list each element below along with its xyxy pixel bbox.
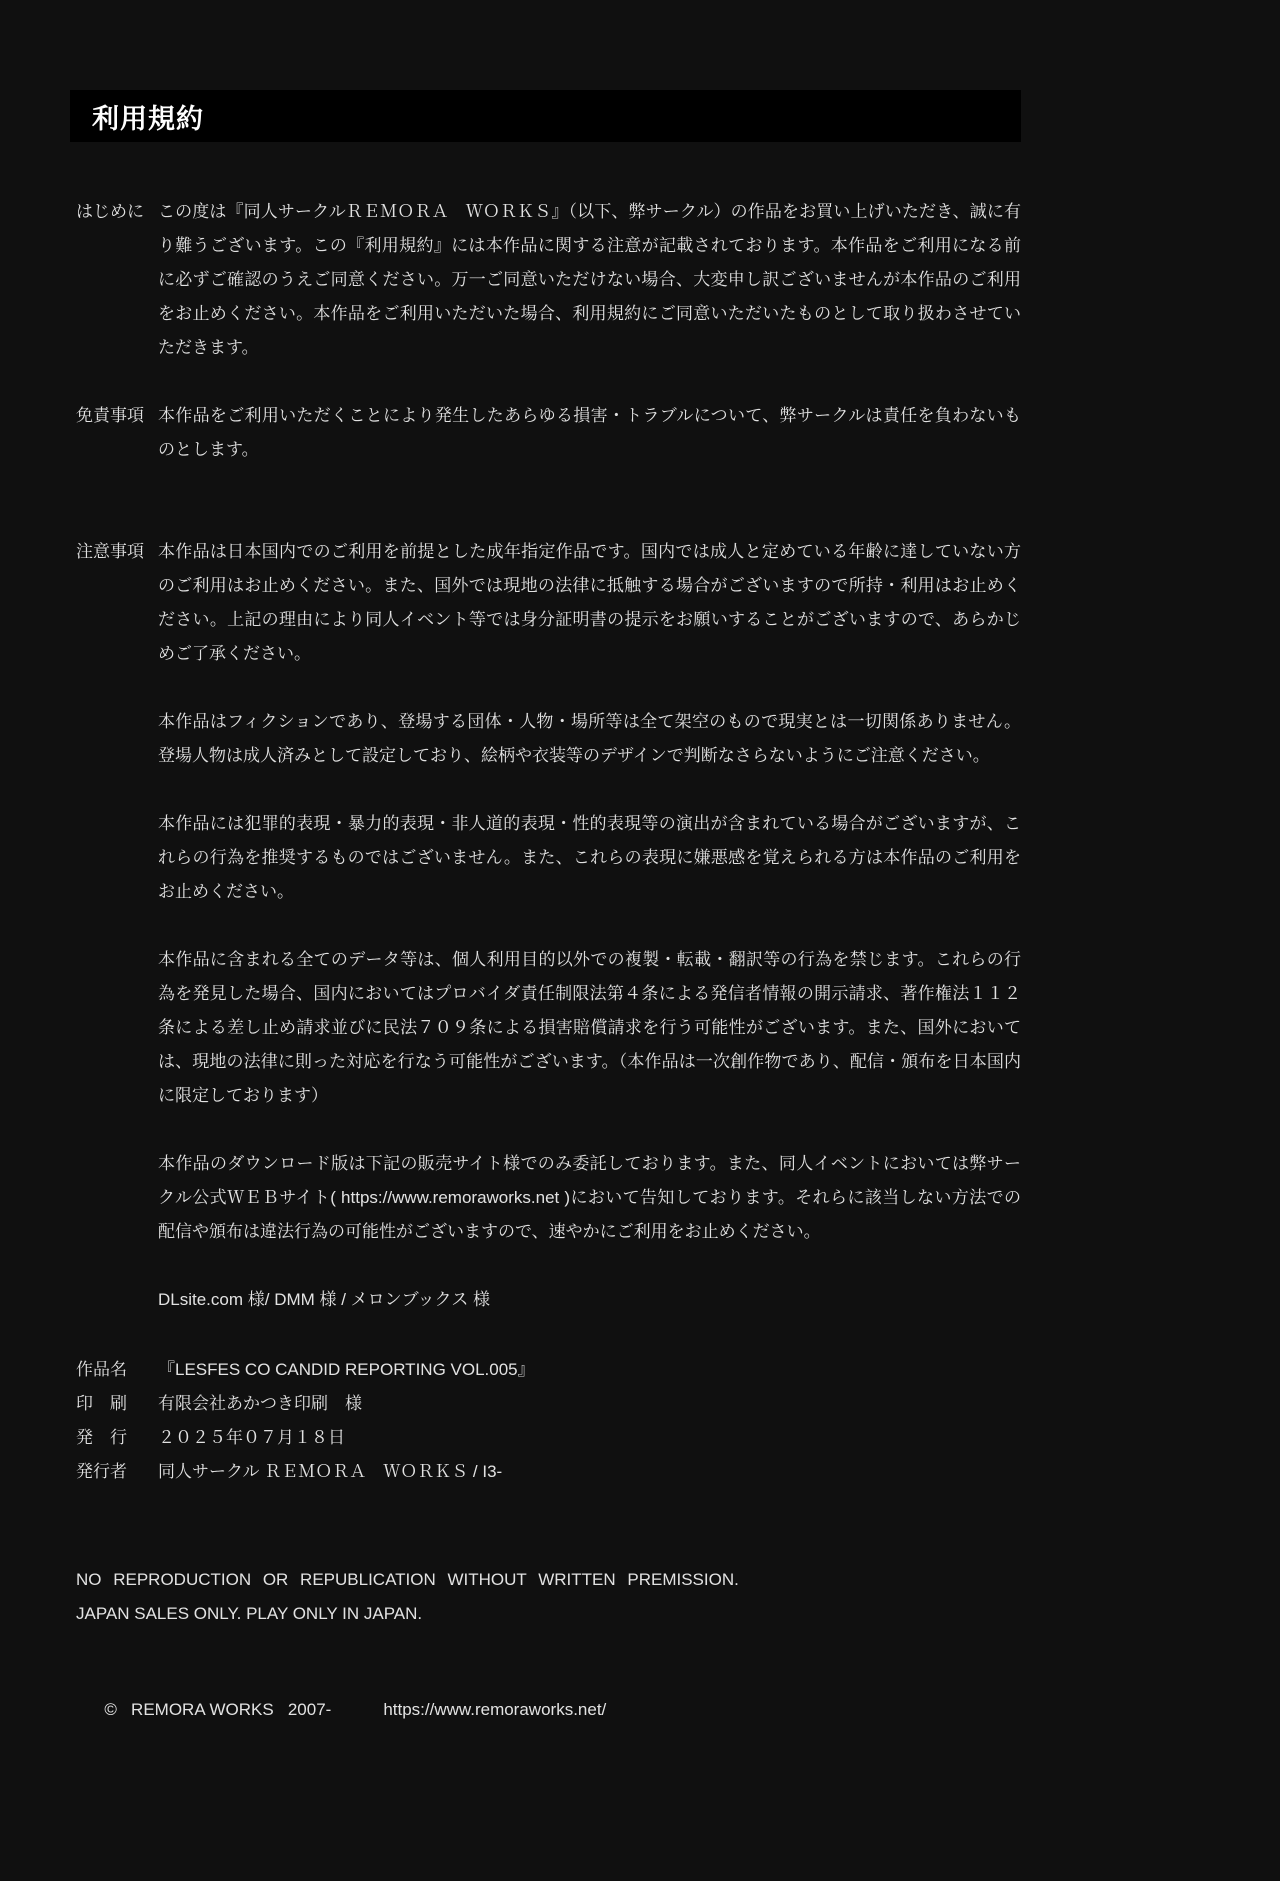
section-notes-label: 注意事項	[76, 542, 144, 561]
colophon-label-publish-date: 発 行	[76, 1428, 127, 1447]
disclaimer-paragraph: 本作品をご利用いただくことにより発生したあらゆる損害・トラブルについて、弊サークルは責任を負わないものとします。	[158, 406, 1021, 459]
section-intro-body	[158, 195, 1021, 365]
intro-paragraph: この度は『同人サークルＲＥＭＯＲＡ ＷＯＲＫＳ』（以下、弊サークル）の作品をお買い上げいただき、誠に有り難うございます。この『利用規約』には本作品に関する注意が記載されております。本作品をご利用になる前に必ずご確認のうえご同意ください。万一ご同意いただけない場合、大変申し訳ございませんが本作品のご利用をお止めください。本作品をご利用いただいた場合、利用規約にご同意いただいたものとして取り扱わさせていただきます。	[158, 202, 1021, 357]
terms-page	[0, 90, 1280, 1881]
section-notes	[76, 535, 1021, 1317]
colophon-row-publish-date	[76, 1421, 1021, 1455]
section-intro-label: はじめに	[76, 202, 144, 221]
colophon-row-publisher	[76, 1455, 1021, 1489]
colophon-label-title: 作品名	[76, 1360, 127, 1379]
title-bar	[70, 90, 1021, 142]
notes-paragraph-download-distribution: 本作品のダウンロード版は下記の販売サイト様でのみ委託しております。また、同人イベントにおいては弊サークル公式ＷＥＢサイト( https://www.remoraworks.net )において告知しております。それらに該当しない方法での配信や頒布は違法行為の可能性がございますので、速やかにご利用をお止めください。	[158, 1154, 1021, 1241]
section-notes-body	[158, 535, 1021, 1317]
notes-paragraph-age-rating: 本作品は日本国内でのご利用を前提とした成年指定作品です。国内では成人と定めている年齢に達していない方のご利用はお止めください。また、国外では現地の法律に抵触する場合がございますので所持・利用はお止めください。上記の理由により同人イベント等では身分証明書の提示をお願いすることがございますので、あらかじめご了承ください。	[158, 542, 1021, 663]
copyright-text: © REMORA WORKS 2007-	[104, 1700, 332, 1719]
notes-paragraph-fiction: 本作品はフィクションであり、登場する団体・人物・場所等は全て架空のもので現実とは一切関係ありません。登場人物は成人済みとして設定しており、絵柄や衣装等のデザインで判断なさらないようにご注意ください。	[158, 712, 1021, 765]
colophon-row-title	[76, 1353, 1021, 1387]
document-page	[70, 90, 1021, 1761]
copyright-line	[76, 1659, 1021, 1761]
colophon-value-printer: 有限会社あかつき印刷 様	[158, 1394, 362, 1413]
footer-notice	[76, 1563, 1021, 1631]
colophon-value-publish-date: ２０２５年０７月１８日	[158, 1428, 345, 1447]
colophon-label-printer: 印 刷	[76, 1394, 127, 1413]
section-intro	[76, 195, 1021, 365]
colophon-value-title: 『LESFES CO CANDID REPORTING VOL.005』	[158, 1360, 535, 1379]
notice-no-reproduction: NO REPRODUCTION OR REPUBLICATION WITHOUT WRITTEN PREMISSION.	[76, 1570, 739, 1589]
section-disclaimer-body	[158, 399, 1021, 467]
notes-paragraph-store-list: DLsite.com 様/ DMM 様 / メロンブックス 様	[158, 1290, 491, 1309]
colophon-row-printer	[76, 1387, 1021, 1421]
notice-japan-only: JAPAN SALES ONLY. PLAY ONLY IN JAPAN.	[76, 1604, 423, 1623]
colophon	[76, 1353, 1021, 1489]
notes-paragraph-copyright-law: 本作品に含まれる全てのデータ等は、個人利用目的以外での複製・転載・翻訳等の行為を禁じます。これらの行為を発見した場合、国内においてはプロバイダ責任制限法第４条による発信者情報の開示請求、著作権法１１２条による差し止め請求並びに民法７０９条による損害賠償請求を行う可能性がございます。また、国外においては、現地の法律に則った対応を行なう可能性がございます。（本作品は一次創作物であり、配信・頒布を日本国内に限定しております）	[158, 950, 1021, 1105]
colophon-label-publisher: 発行者	[76, 1462, 127, 1481]
circle-website-url: https://www.remoraworks.net/	[383, 1700, 607, 1719]
colophon-value-publisher: 同人サークル ＲＥＭＯＲＡ ＷＯＲＫＳ / I3-	[158, 1462, 503, 1481]
terms-body	[76, 195, 1021, 1761]
section-disclaimer-label: 免責事項	[76, 406, 144, 425]
notes-paragraph-expressions: 本作品には犯罪的表現・暴力的表現・非人道的表現・性的表現等の演出が含まれている場合がございますが、これらの行為を推奨するものではございません。また、これらの表現に嫌悪感を覚えられる方は本作品のご利用をお止めください。	[158, 814, 1021, 901]
section-disclaimer	[76, 399, 1021, 467]
page-title: 利用規約	[92, 103, 204, 134]
